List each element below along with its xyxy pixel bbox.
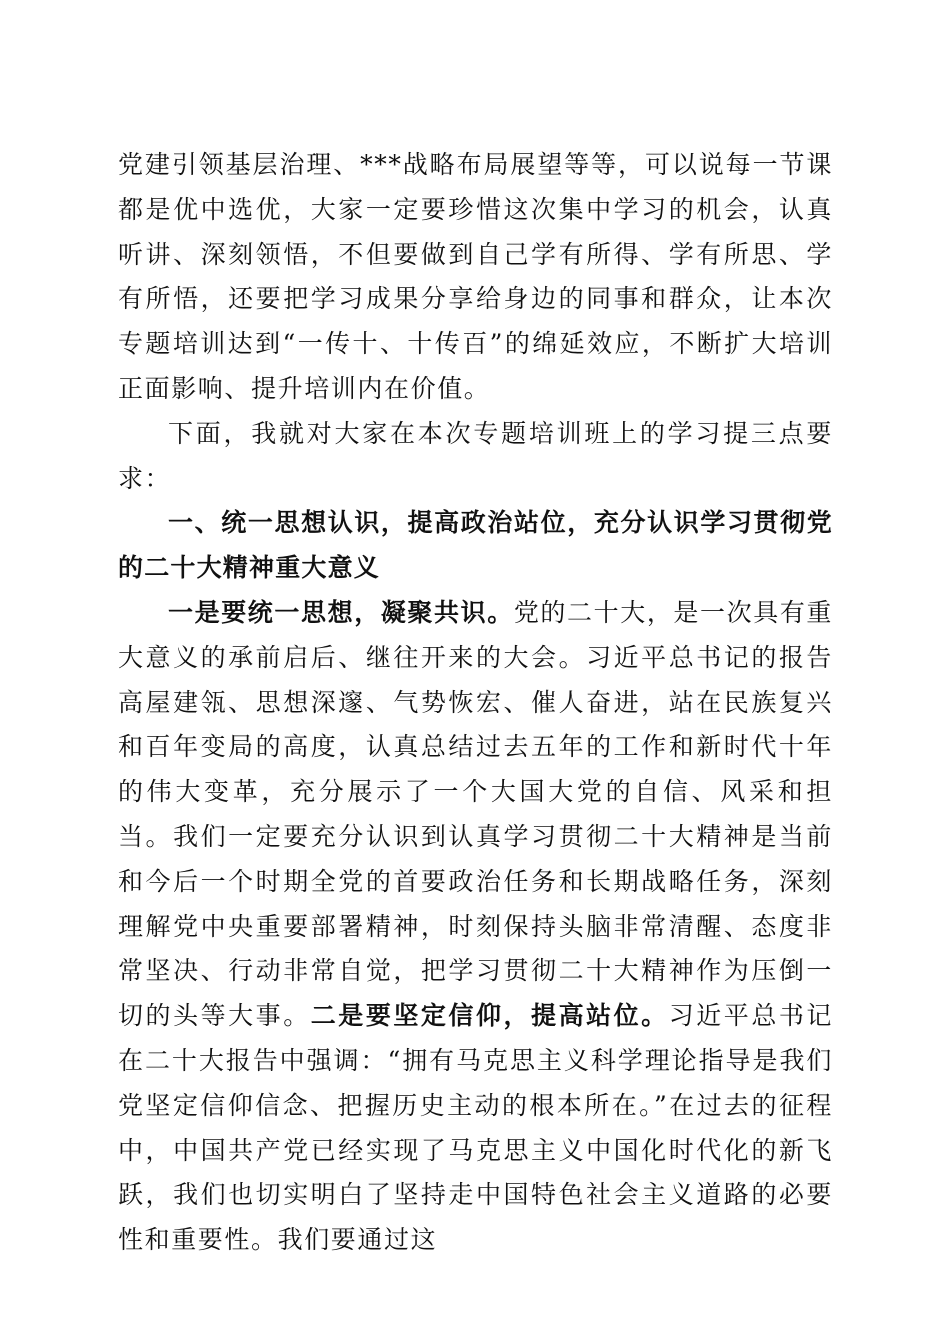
- section-heading-1: 一、统一思想认识，提高政治站位，充分认识学习贯彻党的二十大精神重大意义: [118, 508, 833, 583]
- paragraph-unify-thinking: [118, 591, 833, 1263]
- paragraph-lead-phrase-2: 二是要坚定信仰，提高站位。: [310, 1001, 669, 1031]
- document-body: [118, 143, 833, 1263]
- paragraph-requirements-intro: 下面，我就对大家在本次专题培训班上的学习提三点要求：: [118, 418, 833, 493]
- paragraph-text-2: 习近平总书记在二十大报告中强调：“拥有马克思主义科学理论指导是我们党坚定信仰信念、把握历史主动的根本所在。”在过去的征程中，中国共产党已经实现了马克思主义中国化时代化的新飞跃，我们也切实明白了坚持走中国特色社会主义道路的必要性和重要性。我们要通过这: [118, 1001, 833, 1255]
- paragraph-lead-phrase: 一是要统一思想，凝聚共识。: [168, 597, 514, 627]
- paragraph-training-content: 党建引领基层治理、***战略布局展望等等，可以说每一节课都是优中选优，大家一定要珍惜这次集中学习的机会，认真听讲、深刻领悟，不但要做到自己学有所得、学有所思、学有所悟，还要把学习成果分享给身边的同事和群众，让本次专题培训达到“一传十、十传百”的绵延效应，不断扩大培训正面影响、提升培训内在价值。: [118, 150, 833, 403]
- paragraph-text: 党的二十大，是一次具有重大意义的承前启后、继往开来的大会。习近平总书记的报告高屋建瓴、思想深邃、气势恢宏、催人奋进，站在民族复兴和百年变局的高度，认真总结过去五年的工作和新时代十年的伟大变革，充分展示了一个大国大党的自信、风采和担当。我们一定要充分认识到认真学习贯彻二十大精神是当前和今后一个时期全党的首要政治任务和长期战略任务，深刻理解党中央重要部署精神，时刻保持头脑非常清醒、态度非常坚决、行动非常自觉，把学习贯彻二十大精神作为压倒一切的头等大事。: [118, 597, 834, 1031]
